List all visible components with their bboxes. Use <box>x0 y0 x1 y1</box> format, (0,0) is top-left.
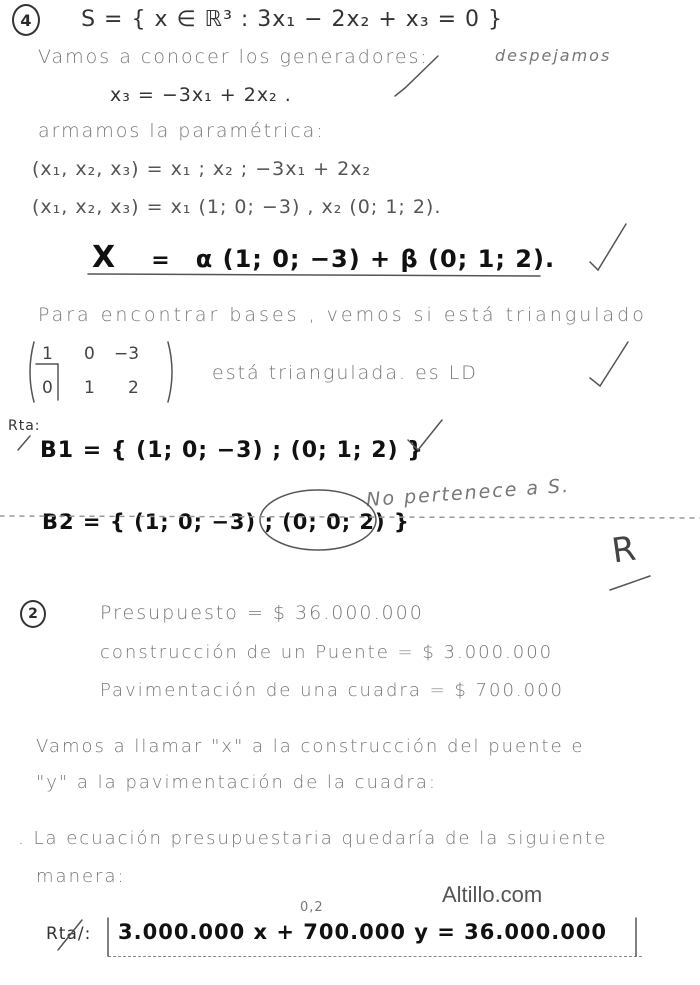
watermark: Altillo.com <box>442 882 543 907</box>
budget-bridge: construcción de un Puente = $ 3.000.000 <box>100 642 554 663</box>
matrix <box>30 340 180 404</box>
matrix-cell: 0 <box>84 344 95 364</box>
matrix-cell: −3 <box>114 344 140 364</box>
general-solution-equals: = <box>151 248 171 273</box>
budget-total: Presupuesto = $ 36.000.000 <box>100 602 424 624</box>
text-line-generators: Vamos a conocer los generadores: <box>38 46 429 68</box>
basis-b2: B2 = { (1; 0; −3) ; (0; 0; 2) } <box>42 510 410 534</box>
text-despejamos: despejamos <box>495 46 612 65</box>
text-variables-1: Vamos a llamar "x" a la construcción del puente e <box>36 736 585 757</box>
text-triangulada: está triangulada. es LD <box>212 362 478 384</box>
grade-mark: R <box>609 528 640 572</box>
general-solution-x: X <box>92 240 117 275</box>
text-manera: manera: <box>36 866 126 887</box>
exercise-4-header <box>12 4 503 36</box>
grade-stroke <box>610 576 650 590</box>
text-budget-equation: . La ecuación presupuestaria quedaría de la siguiente <box>18 828 608 849</box>
exercise-2-header <box>20 600 46 628</box>
slash-mark <box>18 436 30 450</box>
budget-paving: Pavimentación de una cuadra = $ 700.000 <box>100 680 564 701</box>
answer-label-1: Rta: <box>8 418 41 434</box>
basis-b1: B1 = { (1; 0; −3) ; (0; 1; 2) } <box>40 438 424 463</box>
general-solution-combination: α (1; 0; −3) + β (0; 1; 2). <box>195 245 556 273</box>
note-no-pertenece: No pertenece a S. <box>365 474 571 512</box>
check-mark <box>590 224 626 270</box>
answer-label-2: Rta/: <box>46 924 92 944</box>
equation-x3: x₃ = −3x₁ + 2x₂ . <box>110 84 292 106</box>
final-equation: 3.000.000 x + 700.000 y = 36.000.000 <box>118 920 608 944</box>
exercise-number-2: 2 <box>20 600 46 628</box>
text-parametric: armamos la paramétrica: <box>38 120 325 142</box>
text-variables-2: "y" a la pavimentación de la cuadra: <box>36 772 437 793</box>
set-definition: S = { x ∈ ℝ³ : 3x₁ − 2x₂ + x₃ = 0 } <box>81 6 504 32</box>
general-solution <box>92 240 555 275</box>
exercise-number-4: 4 <box>12 4 40 36</box>
matrix-cell: 0 <box>42 378 53 398</box>
check-mark <box>590 342 628 386</box>
text-bases: Para encontrar bases , vemos si está triangulado <box>38 304 647 326</box>
equation-box <box>108 952 642 957</box>
matrix-cell: 1 <box>84 378 95 398</box>
matrix-cell: 2 <box>128 378 139 398</box>
small-note: 0,2 <box>300 900 324 915</box>
parametric-line-1: (x₁, x₂, x₃) = x₁ ; x₂ ; −3x₁ + 2x₂ <box>32 158 372 180</box>
parametric-line-2: (x₁, x₂, x₃) = x₁ (1; 0; −3) , x₂ (0; 1; 2). <box>32 196 442 218</box>
matrix-cell: 1 <box>42 344 53 364</box>
